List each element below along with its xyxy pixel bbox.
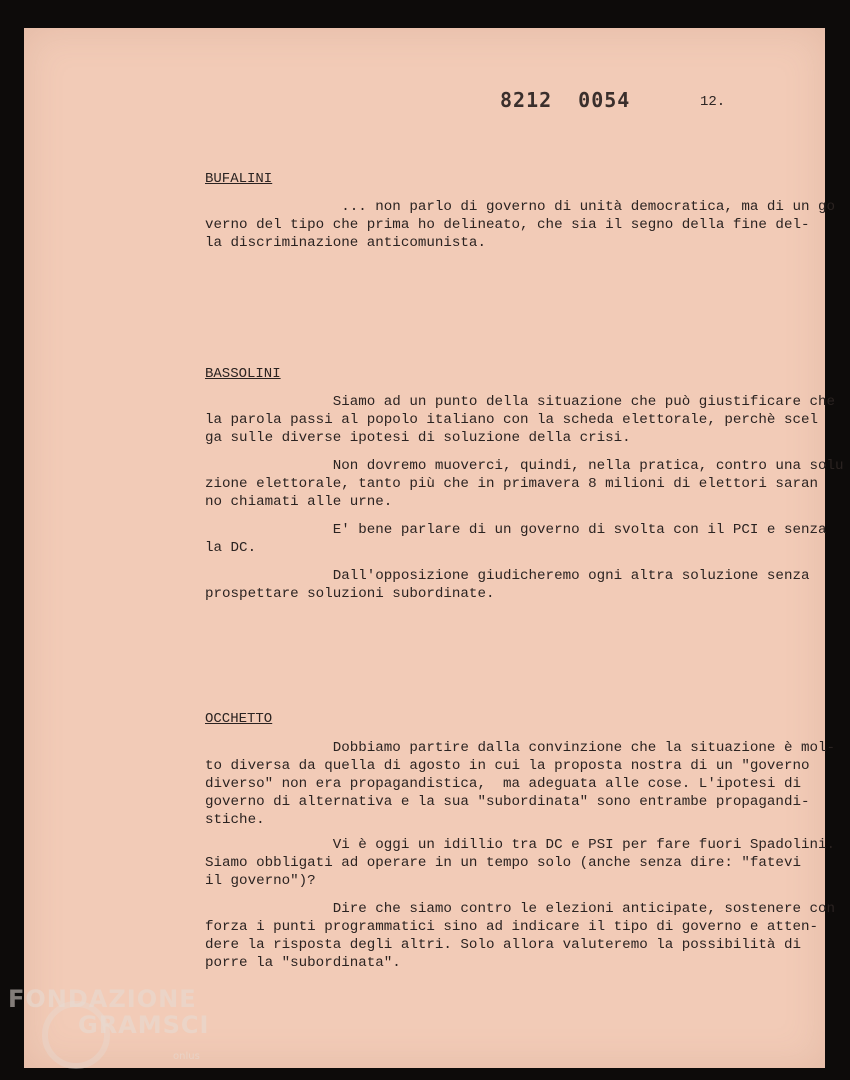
paragraph: Dire che siamo contro le elezioni anticipate, sostenere forza i punti programmatici sino ad indicare il tipo di governo e dere la risposta degli altri. Solo allora valuteremo la possibilità porre la "subordinata". <box>205 901 801 971</box>
paragraph: Vi è oggi un idillio tra DC e PSI per fare fuori Siamo obbligati ad operare in un tempo solo (anche senza dire: "fatevi il governo")? <box>205 837 801 889</box>
watermark-line3: onlus <box>173 1051 200 1062</box>
paragraph: E' bene parlare di un governo di svolta con il PCI e la DC. <box>205 522 776 556</box>
stamp-number-b: 0054 <box>578 88 631 112</box>
paragraph: Siamo ad un punto della situazione che può giustificare la parola passi al popolo italiano con la scheda elettorale, perchè ga sulle diverse ipotesi di soluzione della crisi. <box>205 394 801 446</box>
watermark-line2: GRAMSCI <box>78 1011 210 1039</box>
speaker-occhetto: OCCHETTO <box>205 711 273 727</box>
fondazione-gramsci-watermark <box>8 985 210 1062</box>
speaker-bassolini: BASSOLINI <box>205 366 281 382</box>
paragraph: Dall'opposizione giudicheremo ogni altra soluzione prospettare soluzioni subordinate. <box>205 568 759 602</box>
paragraph: ... non parlo di governo di unità democratica, ma go verno del tipo che prima ho delineato, che sia il segno della fine la discriminazione anticomunista. <box>205 199 836 251</box>
speaker-bufalini: BUFALINI <box>205 171 273 187</box>
logo-circle-icon <box>42 1001 110 1069</box>
page-number: 12. <box>700 94 726 110</box>
paragraph: Non dovremo muoverci, quindi, nella pratica, contro solu zione elettorale, tanto più che in primavera 8 milioni di elettori no chiamati alle urne. <box>205 458 844 510</box>
stamp-number-a: 8212 <box>500 88 553 112</box>
paragraph: Dobbiamo partire dalla convinzione che la situazione to diversa da quella di agosto in cui la proposta nostra di un diverso" non era propagandistica, ma adeguata alle cose. L'ipotesi governo di alternativa e la sua "subordinata" sono entrambe propagandi- stiche. <box>205 740 810 828</box>
archive-stamp <box>500 88 630 112</box>
watermark-line1: FONDAZIONE <box>8 985 197 1013</box>
